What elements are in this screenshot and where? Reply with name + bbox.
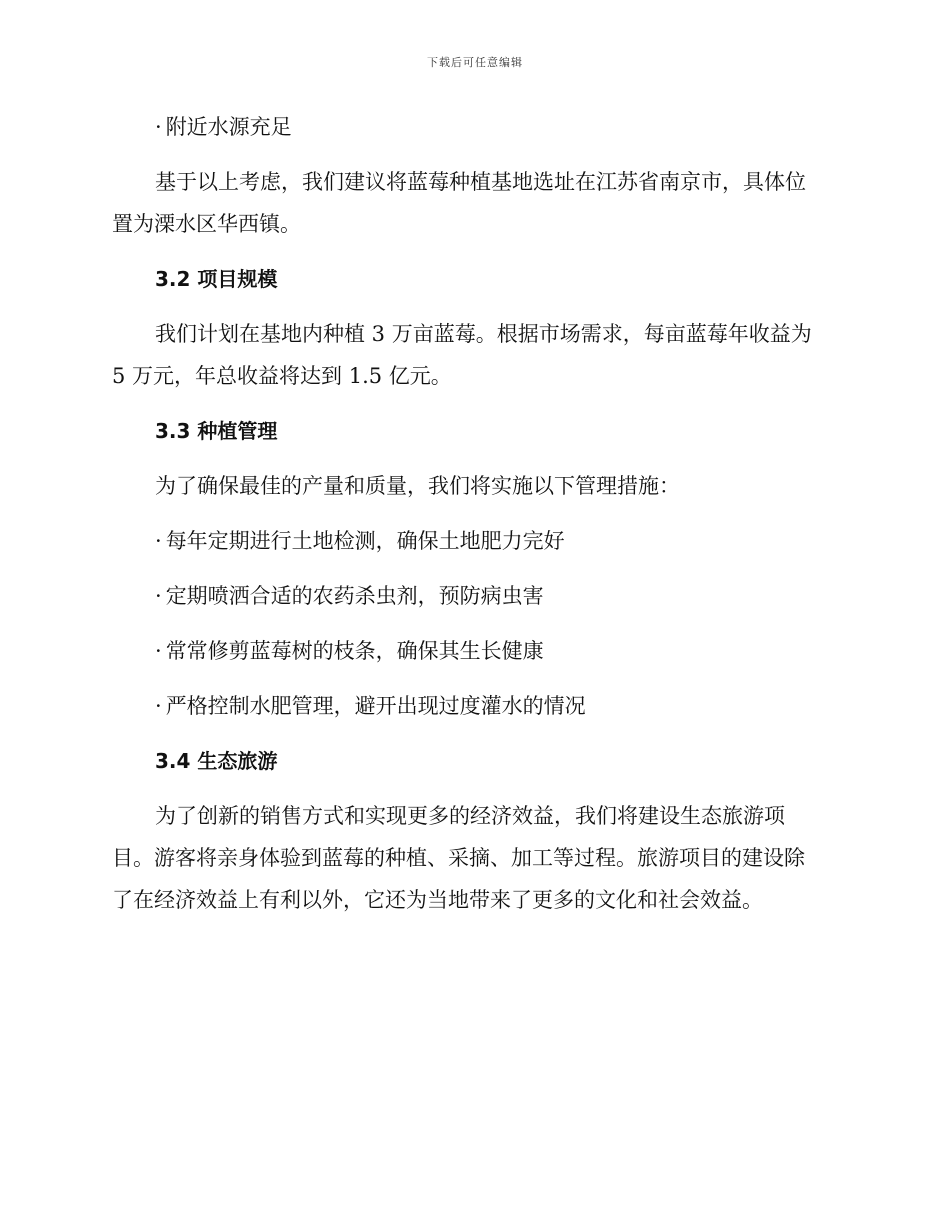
bullet-text: 定期喷洒合适的农药杀虫剂，预防病虫害 xyxy=(165,584,544,608)
paragraph-line: 5 万元，年总收益将达到 1.5 亿元。 xyxy=(112,364,452,388)
list-item xyxy=(155,581,845,611)
paragraph-line: 我们计划在基地内种植 3 万亩蓝莓。根据市场需求，每亩蓝莓年收益为 xyxy=(155,322,812,346)
list-item xyxy=(155,691,845,721)
paragraph-line: 基于以上考虑，我们建议将蓝莓种植基地选址在江苏省南京市，具体位 xyxy=(155,170,806,194)
paragraph-line: 为了确保最佳的产量和质量，我们将实施以下管理措施： xyxy=(155,474,680,498)
bullet-symbol: · xyxy=(155,115,162,139)
paragraph-line: 置为溧水区华西镇。 xyxy=(112,212,301,236)
page-header: 下载后可任意编辑 xyxy=(427,56,523,69)
section-heading: 3.4 生态旅游 xyxy=(155,749,278,773)
list-item xyxy=(155,112,845,142)
bullet-symbol: · xyxy=(155,529,162,553)
list-item xyxy=(155,636,845,666)
paragraph-line: 为了创新的销售方式和实现更多的经济效益，我们将建设生态旅游项 xyxy=(155,804,785,828)
list-item xyxy=(155,526,845,556)
section-heading: 3.2 项目规模 xyxy=(155,267,278,291)
paragraph-line: 了在经济效益上有利以外，它还为当地带来了更多的文化和社会效益。 xyxy=(112,888,763,912)
bullet-symbol: · xyxy=(155,639,162,663)
bullet-symbol: · xyxy=(155,584,162,608)
bullet-text: 常常修剪蓝莓树的枝条，确保其生长健康 xyxy=(165,639,544,663)
bullet-text: 每年定期进行土地检测，确保土地肥力完好 xyxy=(165,529,565,553)
paragraph-line: 目。游客将亲身体验到蓝莓的种植、采摘、加工等过程。旅游项目的建设除 xyxy=(112,846,805,870)
section-heading: 3.3 种植管理 xyxy=(155,419,278,443)
bullet-text: 附近水源充足 xyxy=(165,115,292,139)
bullet-symbol: · xyxy=(155,694,162,718)
bullet-text: 严格控制水肥管理，避开出现过度灌水的情况 xyxy=(165,694,586,718)
